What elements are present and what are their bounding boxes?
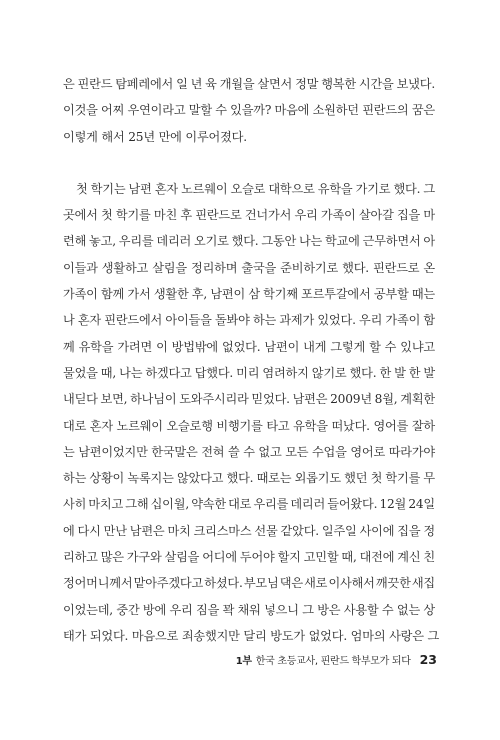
text-line: 하는 상황이 녹록지는 않았다고 했다. 때로는 외롭기도 했던 첫 학기를 무 — [63, 471, 435, 486]
paragraph-spacer — [63, 150, 435, 176]
text-line: 첫 학기는 남편 혼자 노르웨이 오슬로 대학으로 유학을 가기로 했다. 그 — [76, 181, 435, 196]
text-line: 이렇게 해서 25년 만에 이루어졌다. — [63, 129, 247, 144]
text-line: 리하고 많은 가구와 살림을 어디에 두어야 할지 고민할 때, 대전에 계신 친 — [63, 550, 435, 565]
text-line: 사히 마치고 그해 십이월, 약속한 대로 우리를 데리러 들어왔다. 12월 24일 — [63, 497, 435, 512]
text-line: 는 남편이었지만 한국말은 전혀 쓸 수 없고 모든 수업을 영어로 따라가야 — [63, 444, 435, 459]
text-line: 물었을 때, 나는 하겠다고 답했다. 미리 염려하지 않기로 했다. 한 발 한 발 — [63, 365, 435, 380]
text-line: 정어머니께서 맡아주겠다고 하셨다. 부모님 댁은 새로 이사해서 깨끗한 새집 — [63, 576, 435, 591]
text-line: 련해 놓고, 우리를 데리러 오기로 했다. 그동안 나는 학교에 근무하면서 아 — [63, 234, 435, 249]
text-line: 이것을 어찌 우연이라고 말할 수 있을까? 마음에 소원하던 핀란드의 꿈은 — [63, 103, 435, 118]
text-line: 께 유학을 가려면 이 방법밖에 없었다. 남편이 내게 그렇게 할 수 있냐고 — [63, 339, 435, 354]
text-line: 가족이 함께 가서 생활한 후, 남편이 삼 학기째 포르투갈에서 공부할 때는 — [63, 287, 435, 302]
running-title: 한국 초등교사, 핀란드 학부모가 되다 — [255, 656, 411, 667]
paragraph-2 — [63, 176, 440, 649]
text-line: 대로 혼자 노르웨이 오슬로행 비행기를 타고 유학을 떠났다. 영어를 잘하 — [63, 418, 435, 433]
body-text — [63, 71, 440, 649]
text-line: 에 다시 만난 남편은 마치 크리스마스 선물 같았다. 일주일 사이에 집을 정 — [63, 523, 435, 538]
text-line: 곳에서 첫 학기를 마친 후 핀란드로 건너가서 우리 가족이 살아갈 집을 마 — [63, 208, 435, 223]
text-line: 태가 되었다. 마음으로 죄송했지만 달리 방도가 없었다. 엄마의 사랑은 그 — [63, 628, 440, 643]
part-label: 1부 — [235, 656, 252, 667]
page-number: 23 — [419, 652, 437, 667]
text-line: 나 혼자 핀란드에서 아이들을 돌봐야 하는 과제가 있었다. 우리 가족이 함 — [63, 313, 435, 328]
paragraph-1 — [63, 71, 435, 150]
text-line: 이었는데, 중간 방에 우리 짐을 꽉 채워 넣으니 그 방은 사용할 수 없는 상 — [63, 602, 435, 617]
text-line: 이들과 생활하고 살림을 정리하며 출국을 준비하기로 했다. 핀란드로 온 — [63, 260, 435, 275]
text-line: 내딛다 보면, 하나님이 도와주시리라 믿었다. 남편은 2009년 8월, 계획한 — [63, 392, 435, 407]
running-head — [236, 652, 411, 667]
page-footer — [236, 652, 437, 670]
text-line: 은 핀란드 탐페레에서 일 년 육 개월을 살면서 정말 행복한 시간을 보냈다. — [63, 77, 435, 91]
